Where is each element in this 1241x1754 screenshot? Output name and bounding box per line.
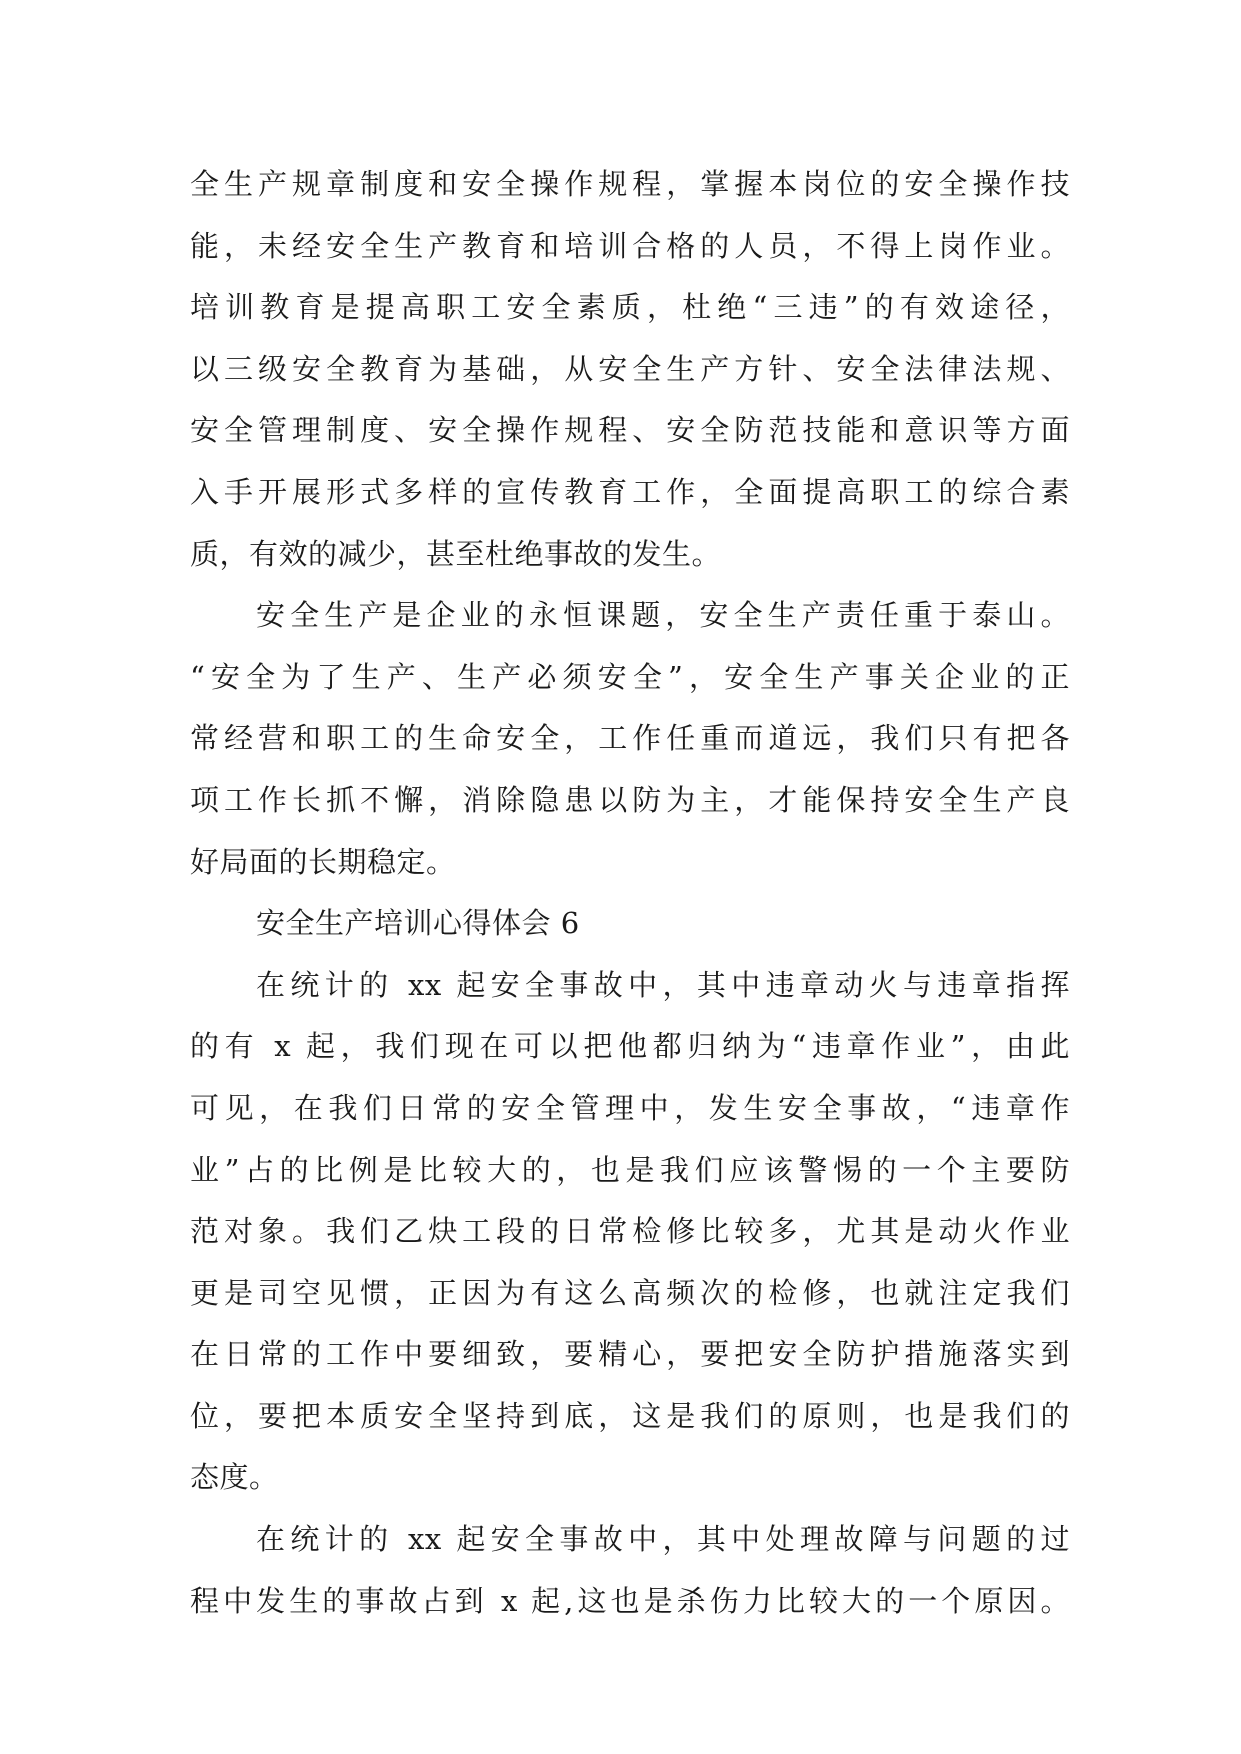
text-line: 项工作长抓不懈，消除隐患以防为主，才能保持安全生产良 [190, 782, 1070, 817]
text-line: 态度。 [190, 1460, 279, 1495]
paragraph-3 [190, 955, 1070, 1509]
text-line: 安全生产是企业的永恒课题，安全生产责任重于泰山。 [256, 598, 1070, 633]
text-line: 位，要把本质安全坚持到底，这是我们的原则，也是我们的 [190, 1398, 1070, 1433]
document-page [190, 154, 1070, 1632]
text-line: 在统计的 xx 起安全事故中，其中处理故障与问题的过 [256, 1522, 1070, 1557]
text-line: “安全为了生产、生产必须安全”，安全生产事关企业的正 [190, 659, 1070, 694]
text-line: 以三级安全教育为基础，从安全生产方针、安全法律法规、 [190, 351, 1070, 386]
text-line: 常经营和职工的生命安全，工作任重而道远，我们只有把各 [190, 721, 1070, 756]
text-line: 范对象。我们乙炔工段的日常检修比较多，尤其是动火作业 [190, 1214, 1070, 1249]
text-line: 培训教育是提高职工安全素质，杜绝“三违”的有效途径， [190, 290, 1070, 325]
text-line: 全生产规章制度和安全操作规程，掌握本岗位的安全操作技 [190, 167, 1070, 201]
text-line: 业”占的比例是比较大的，也是我们应该警惕的一个主要防 [190, 1152, 1070, 1187]
paragraph-1 [190, 154, 1070, 585]
text-line: 质，有效的减少，甚至杜绝事故的发生。 [190, 536, 722, 571]
paragraph-2 [190, 585, 1070, 893]
text-line: 可见，在我们日常的安全管理中，发生安全事故，“违章作 [190, 1090, 1070, 1125]
text-line: 更是司空见惯，正因为有这么高频次的检修，也就注定我们 [190, 1275, 1070, 1310]
text-line: 的有 x 起，我们现在可以把他都归纳为“违章作业”，由此 [190, 1029, 1070, 1064]
text-line: 程中发生的事故占到 x 起,这也是杀伤力比较大的一个原因。 [190, 1583, 1070, 1618]
section-heading [190, 893, 1070, 955]
text-line: 能，未经安全生产教育和培训合格的人员，不得上岗作业。 [190, 228, 1070, 263]
text-line: 在日常的工作中要细致，要精心，要把安全防护措施落实到 [190, 1337, 1070, 1372]
text-line: 在统计的 xx 起安全事故中，其中违章动火与违章指挥 [256, 967, 1070, 1002]
text-line: 安全管理制度、安全操作规程、安全防范技能和意识等方面 [190, 413, 1070, 448]
paragraph-4 [190, 1509, 1070, 1632]
text-line: 好局面的长期稳定。 [190, 844, 456, 879]
heading-line: 安全生产培训心得体会 6 [256, 906, 580, 941]
text-line: 入手开展形式多样的宣传教育工作，全面提高职工的综合素 [190, 474, 1070, 509]
